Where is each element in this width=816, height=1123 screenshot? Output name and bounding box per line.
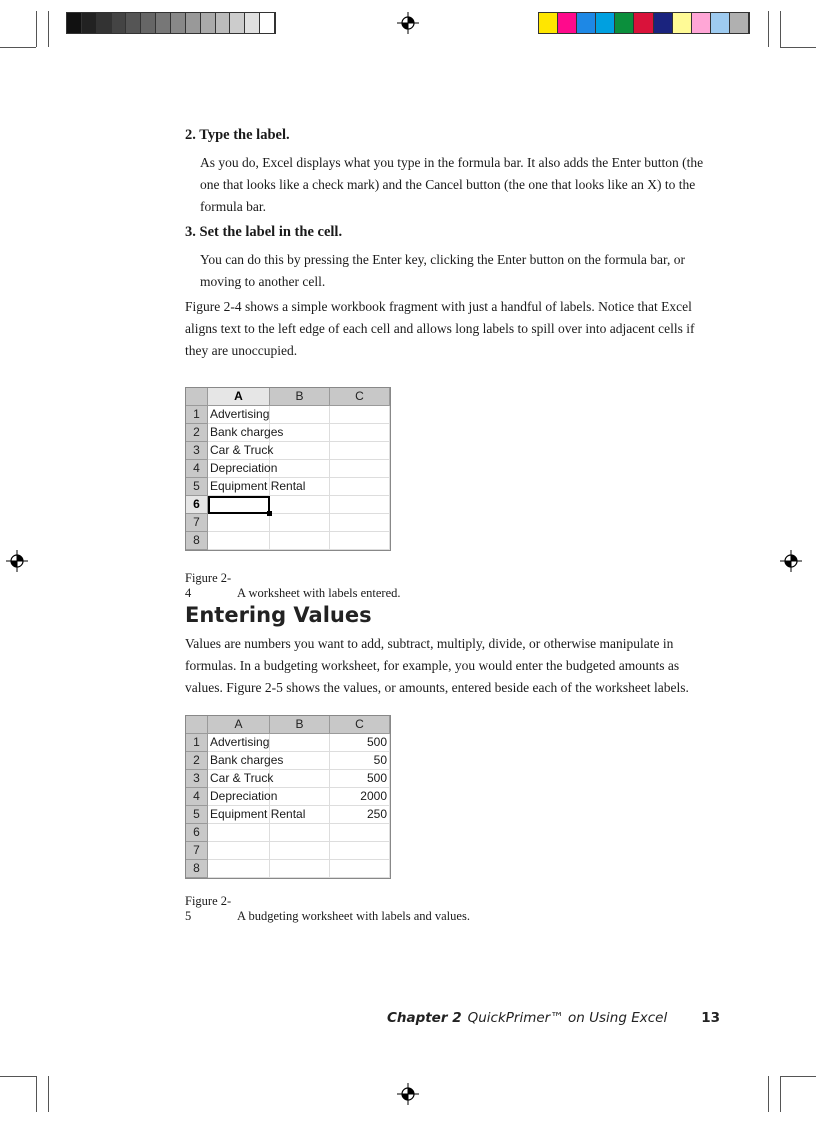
cell[interactable] [270, 424, 330, 442]
color-swatch [156, 13, 171, 33]
step-heading: 3. Set the label in the cell. [185, 224, 343, 240]
color-swatch [596, 13, 615, 33]
row-header[interactable]: 2 [186, 752, 208, 770]
color-bar [538, 12, 750, 34]
color-swatch [539, 13, 558, 33]
color-swatch [82, 13, 97, 33]
section-heading: Entering Values [185, 603, 372, 627]
table-row [186, 478, 390, 496]
row-header[interactable]: 4 [186, 788, 208, 806]
cell[interactable]: 250 [330, 806, 390, 824]
table-row [186, 824, 390, 842]
sheet-corner[interactable] [186, 716, 208, 734]
color-swatch [615, 13, 634, 33]
cell[interactable] [330, 442, 390, 460]
worksheet-figure-2-5 [185, 715, 391, 879]
table-row [186, 734, 390, 752]
cell[interactable] [330, 496, 390, 514]
cell[interactable] [330, 860, 390, 878]
color-swatch [186, 13, 201, 33]
column-header[interactable]: C [330, 716, 390, 734]
cell[interactable] [208, 860, 270, 878]
color-swatch [141, 13, 156, 33]
cell[interactable] [330, 514, 390, 532]
cell[interactable]: Advertising [208, 406, 270, 424]
cell[interactable]: Bank charges [208, 752, 270, 770]
caption-text: A budgeting worksheet with labels and values. [237, 909, 470, 923]
caption-text: A worksheet with labels entered. [237, 586, 401, 600]
step-body: As you do, Excel displays what you type in the formula bar. It also adds the Enter button (the one that looks like a check mark) and the Cancel button (the one that looks like an X) to the formula bar. [200, 155, 704, 214]
color-swatch [260, 13, 275, 33]
color-swatch [230, 13, 245, 33]
cell[interactable]: Car & Truck [208, 770, 270, 788]
row-header[interactable]: 7 [186, 514, 208, 532]
registration-mark-icon [397, 1083, 419, 1105]
color-swatch [673, 13, 692, 33]
step-heading: 2. Type the label. [185, 127, 290, 143]
color-swatch [171, 13, 186, 33]
color-swatch [654, 13, 673, 33]
table-row [186, 460, 390, 478]
cell[interactable] [270, 806, 330, 824]
page-footer [387, 1010, 720, 1026]
row-header[interactable]: 3 [186, 442, 208, 460]
caption-number: Figure 2-4 [185, 571, 232, 600]
table-row [186, 788, 390, 806]
registration-mark-icon [6, 550, 28, 572]
cell[interactable] [270, 460, 330, 478]
cell[interactable]: Depreciation [208, 460, 270, 478]
row-header[interactable]: 3 [186, 770, 208, 788]
table-row [186, 806, 390, 824]
cell[interactable] [330, 406, 390, 424]
color-swatch [730, 13, 749, 33]
color-swatch [67, 13, 82, 33]
cell[interactable] [208, 532, 270, 550]
cell[interactable]: Equipment Rental [208, 806, 270, 824]
cell[interactable]: 500 [330, 770, 390, 788]
cell[interactable] [208, 824, 270, 842]
column-header[interactable]: A [208, 716, 270, 734]
cell[interactable] [270, 770, 330, 788]
table-row [186, 442, 390, 460]
cell[interactable]: Depreciation [208, 788, 270, 806]
table-row [186, 496, 390, 514]
cell[interactable] [270, 514, 330, 532]
row-header[interactable]: 6 [186, 496, 208, 514]
cell[interactable] [270, 752, 330, 770]
color-swatch [201, 13, 216, 33]
cell[interactable] [330, 532, 390, 550]
row-header[interactable]: 5 [186, 806, 208, 824]
cell[interactable]: 50 [330, 752, 390, 770]
cell[interactable] [270, 532, 330, 550]
column-header[interactable]: C [330, 388, 390, 406]
cell[interactable]: 2000 [330, 788, 390, 806]
color-swatch [245, 13, 260, 33]
column-header[interactable]: B [270, 716, 330, 734]
row-header[interactable]: 4 [186, 460, 208, 478]
cell[interactable] [208, 514, 270, 532]
cell[interactable] [330, 424, 390, 442]
cell[interactable]: Bank charges [208, 424, 270, 442]
column-header[interactable]: A [208, 388, 270, 406]
row-header[interactable]: 5 [186, 478, 208, 496]
table-row [186, 406, 390, 424]
cell[interactable]: Equipment Rental [208, 478, 270, 496]
figure-caption [185, 894, 470, 924]
table-row [186, 752, 390, 770]
color-swatch [112, 13, 127, 33]
color-swatch [634, 13, 653, 33]
footer-title: QuickPrimer™ on Using Excel [467, 1010, 668, 1026]
row-header[interactable]: 7 [186, 842, 208, 860]
cell[interactable] [270, 842, 330, 860]
table-row [186, 860, 390, 878]
cell[interactable] [270, 496, 330, 514]
cell[interactable] [270, 860, 330, 878]
cell[interactable] [330, 842, 390, 860]
table-row [186, 842, 390, 860]
column-header[interactable]: B [270, 388, 330, 406]
color-swatch [216, 13, 231, 33]
table-row [186, 532, 390, 550]
cell[interactable]: 500 [330, 734, 390, 752]
cell[interactable] [270, 788, 330, 806]
color-swatch [126, 13, 141, 33]
sheet-corner[interactable] [186, 388, 208, 406]
body-paragraph: Values are numbers you want to add, subtract, multiply, divide, or otherwise manipulate in formulas. In a budgeting worksheet, for example, you would enter the budgeted amounts as values. Figure 2-5 shows the values, or amounts, entered beside each of the worksheet labels. [185, 636, 689, 695]
row-header[interactable]: 6 [186, 824, 208, 842]
cell[interactable] [270, 824, 330, 842]
cell[interactable] [270, 478, 330, 496]
worksheet-figure-2-4 [185, 387, 391, 551]
row-header[interactable]: 2 [186, 424, 208, 442]
color-swatch [97, 13, 112, 33]
table-row [186, 770, 390, 788]
cell[interactable] [208, 842, 270, 860]
figure-caption [185, 571, 401, 601]
caption-number: Figure 2-5 [185, 894, 232, 923]
row-header[interactable]: 1 [186, 734, 208, 752]
grayscale-bar [66, 12, 276, 34]
cell[interactable] [330, 824, 390, 842]
cell[interactable] [270, 734, 330, 752]
table-row [186, 424, 390, 442]
row-header[interactable]: 8 [186, 532, 208, 550]
cell[interactable]: Advertising [208, 734, 270, 752]
step-body: You can do this by pressing the Enter key, clicking the Enter button on the formula bar, or moving to another cell. [200, 252, 685, 289]
cell[interactable] [270, 406, 330, 424]
color-swatch [711, 13, 730, 33]
row-header[interactable]: 8 [186, 860, 208, 878]
color-swatch [577, 13, 596, 33]
table-row [186, 514, 390, 532]
active-cell[interactable] [208, 496, 270, 514]
color-swatch [558, 13, 577, 33]
color-swatch [692, 13, 711, 33]
page-number: 13 [701, 1010, 720, 1026]
cell[interactable] [330, 460, 390, 478]
cell[interactable]: Car & Truck [208, 442, 270, 460]
cell[interactable] [330, 478, 390, 496]
registration-mark-icon [780, 550, 802, 572]
row-header[interactable]: 1 [186, 406, 208, 424]
registration-mark-icon [397, 12, 419, 34]
cell[interactable] [270, 442, 330, 460]
footer-chapter: Chapter 2 [386, 1010, 462, 1026]
body-paragraph: Figure 2-4 shows a simple workbook fragment with just a handful of labels. Notice that Excel aligns text to the left edge of each cell and allows long labels to spill over into adjacent cells if they are unoccupied. [185, 299, 695, 358]
